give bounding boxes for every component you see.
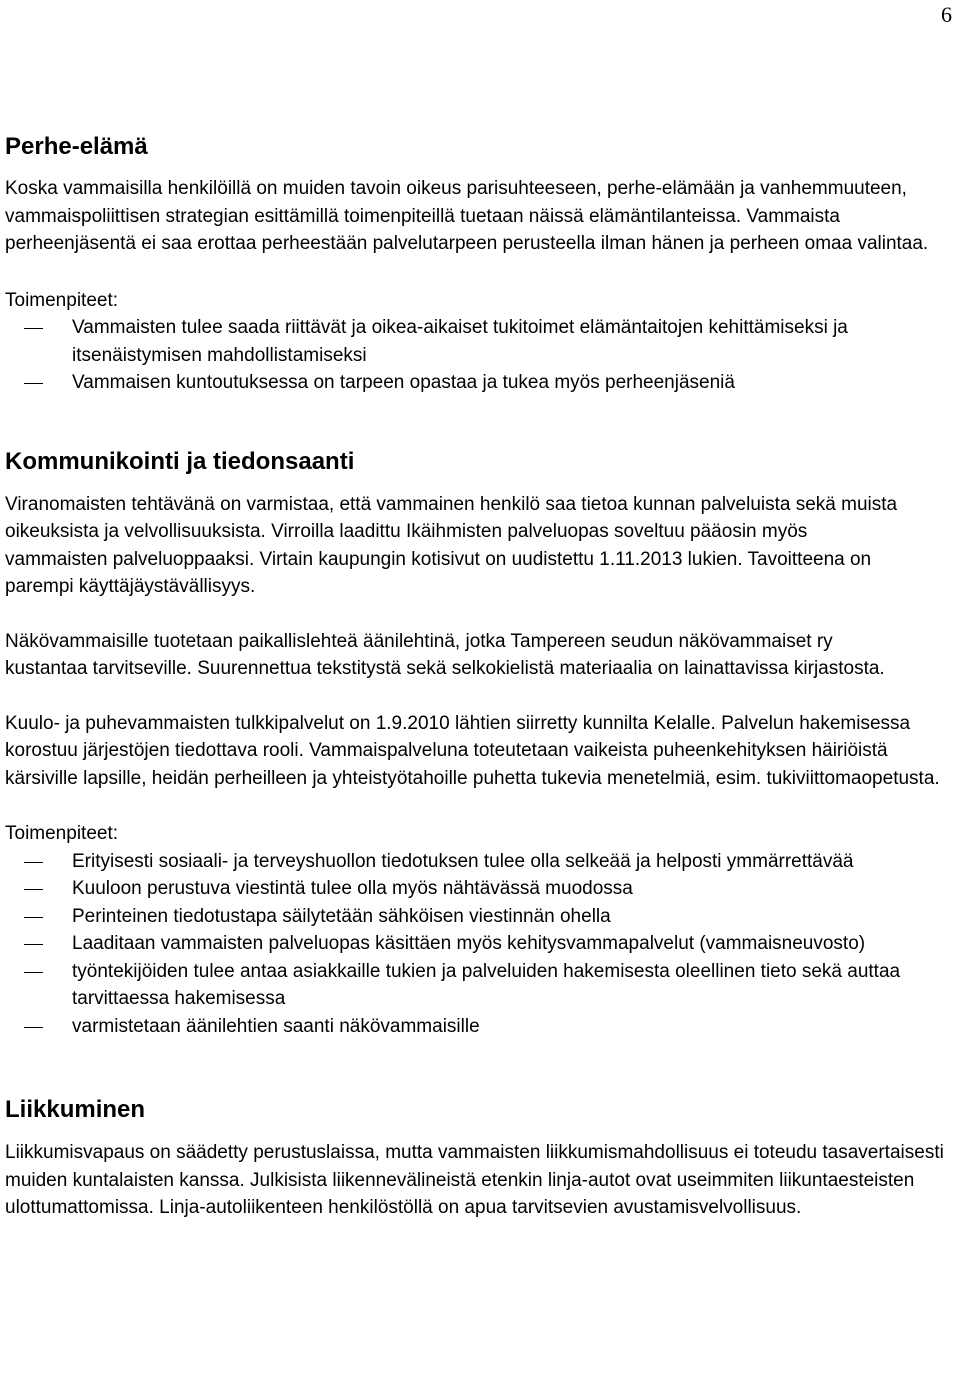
measures-list xyxy=(5,848,945,1041)
paragraph: Kuulo- ja puhevammaisten tulkkipalvelut on 1.9.2010 lähtien siirretty kunnilta Kelalle. Palvelun hakemisessa korostuu järjestöjen tiedottava rooli. Vammaispalveluna toteutetaan vaikeista puheenkehityksen häiriöistä kärsiville lapsille, heidän perheilleen ja yhteistyötahoille puhetta tukevia menetelmiä, esim. tukiviittomaopetusta. xyxy=(5,712,940,789)
list-item xyxy=(5,848,892,876)
measures-label: Toimenpiteet: xyxy=(5,823,119,844)
document-body xyxy=(5,0,945,1222)
list-item xyxy=(5,903,945,931)
section-perhe-elama xyxy=(5,132,945,397)
section-heading: Perhe-elämä xyxy=(5,133,148,160)
dash-bullet-icon xyxy=(24,383,43,384)
dash-bullet-icon xyxy=(24,944,43,945)
paragraph: Liikkumisvapaus on säädetty perustuslaissa, mutta vammaisten liikkumismahdollisuus ei toteudu tasavertaisesti muiden kuntalaisten kanssa. Julkisista liikennevälineistä etenkin linja-autot ovat useimmiten liikuntaesteisten ulottumattomissa. Linja-autoliikenteen henkilöstöllä on apua tarvitsevien avustamisvelvollisuus. xyxy=(5,1142,944,1218)
dash-bullet-icon xyxy=(24,917,43,918)
list-item xyxy=(5,1013,945,1041)
dash-bullet-icon xyxy=(24,889,43,890)
measures-list xyxy=(5,314,945,397)
list-item xyxy=(5,958,947,1013)
section-kommunikointi xyxy=(5,447,945,1041)
section-heading: Kommunikointi ja tiedonsaanti xyxy=(5,447,355,475)
paragraph: Viranomaisten tehtävänä on varmistaa, että vammainen henkilö saa tietoa kunnan palveluista sekä muista oikeuksista ja velvollisuuksista. Virroilla laadittu Ikäihmisten palveluopas soveltuu pääosin myös vammaisten palveluoppaaksi. Virtain kaupungin kotisivut on uudistettu 1.11.2013 lukien. Tavoitteena on parempi käyttäjäystävällisyys. xyxy=(5,493,898,597)
measures-label: Toimenpiteet: xyxy=(5,289,119,311)
list-item xyxy=(5,314,872,369)
list-item xyxy=(5,930,887,958)
paragraph: Näkövammaisille tuotetaan paikallislehteä äänilehtinä, jotka Tampereen seudun näkövammaiset ry kustantaa tarvitseville. Suurennettua tekstitystä sekä selkokielistä materiaalia on lainattavissa kirjastosta. xyxy=(5,630,885,679)
dash-bullet-icon xyxy=(24,972,43,973)
list-item-text: varmistetaan äänilehtien saanti näkövammaisille xyxy=(72,1015,480,1037)
dash-bullet-icon xyxy=(24,1027,43,1028)
list-item-text: työntekijöiden tulee antaa asiakkaille tukien ja palveluiden hakemisesta oleellinen tieto sekä auttaa tarvittaessa hakemisessa xyxy=(72,960,901,1009)
list-item-text: Kuuloon perustuva viestintä tulee olla myös nähtävässä muodossa xyxy=(72,878,633,899)
list-item-text: Vammaisen kuntoutuksessa on tarpeen opastaa ja tukea myös perheenjäseniä xyxy=(72,372,735,393)
section-heading: Liikkuminen xyxy=(5,1096,146,1123)
section-liikkuminen xyxy=(5,1095,945,1222)
list-item xyxy=(5,875,945,903)
dash-bullet-icon xyxy=(24,328,43,329)
page-number: 6 xyxy=(941,2,952,27)
list-item-text: Laaditaan vammaisten palveluopas käsittäen myös kehitysvammapalvelut (vammaisneuvosto) xyxy=(72,933,866,954)
dash-bullet-icon xyxy=(24,862,43,863)
paragraph: Koska vammaisilla henkilöillä on muiden tavoin oikeus parisuhteeseen, perhe-elämään ja vanhemmuuteen, vammaispoliittisen strategian esittämillä toimenpiteillä tuetaan näissä elämäntilanteissa. Vammaista perheenjäsentä ei saa erottaa perheestään palvelutarpeen perusteella ilman hänen ja perheen omaa valintaa. xyxy=(5,178,929,254)
list-item xyxy=(5,369,945,397)
list-item-text: Erityisesti sosiaali- ja terveyshuollon tiedotuksen tulee olla selkeää ja helposti ymmärrettävää xyxy=(72,850,854,872)
list-item-text: Vammaisten tulee saada riittävät ja oikea-aikaiset tukitoimet elämäntaitojen kehittämiseksi ja itsenäistymisen mahdollistamiseksi xyxy=(72,317,848,366)
list-item-text: Perinteinen tiedotustapa säilytetään sähköisen viestinnän ohella xyxy=(72,905,611,927)
